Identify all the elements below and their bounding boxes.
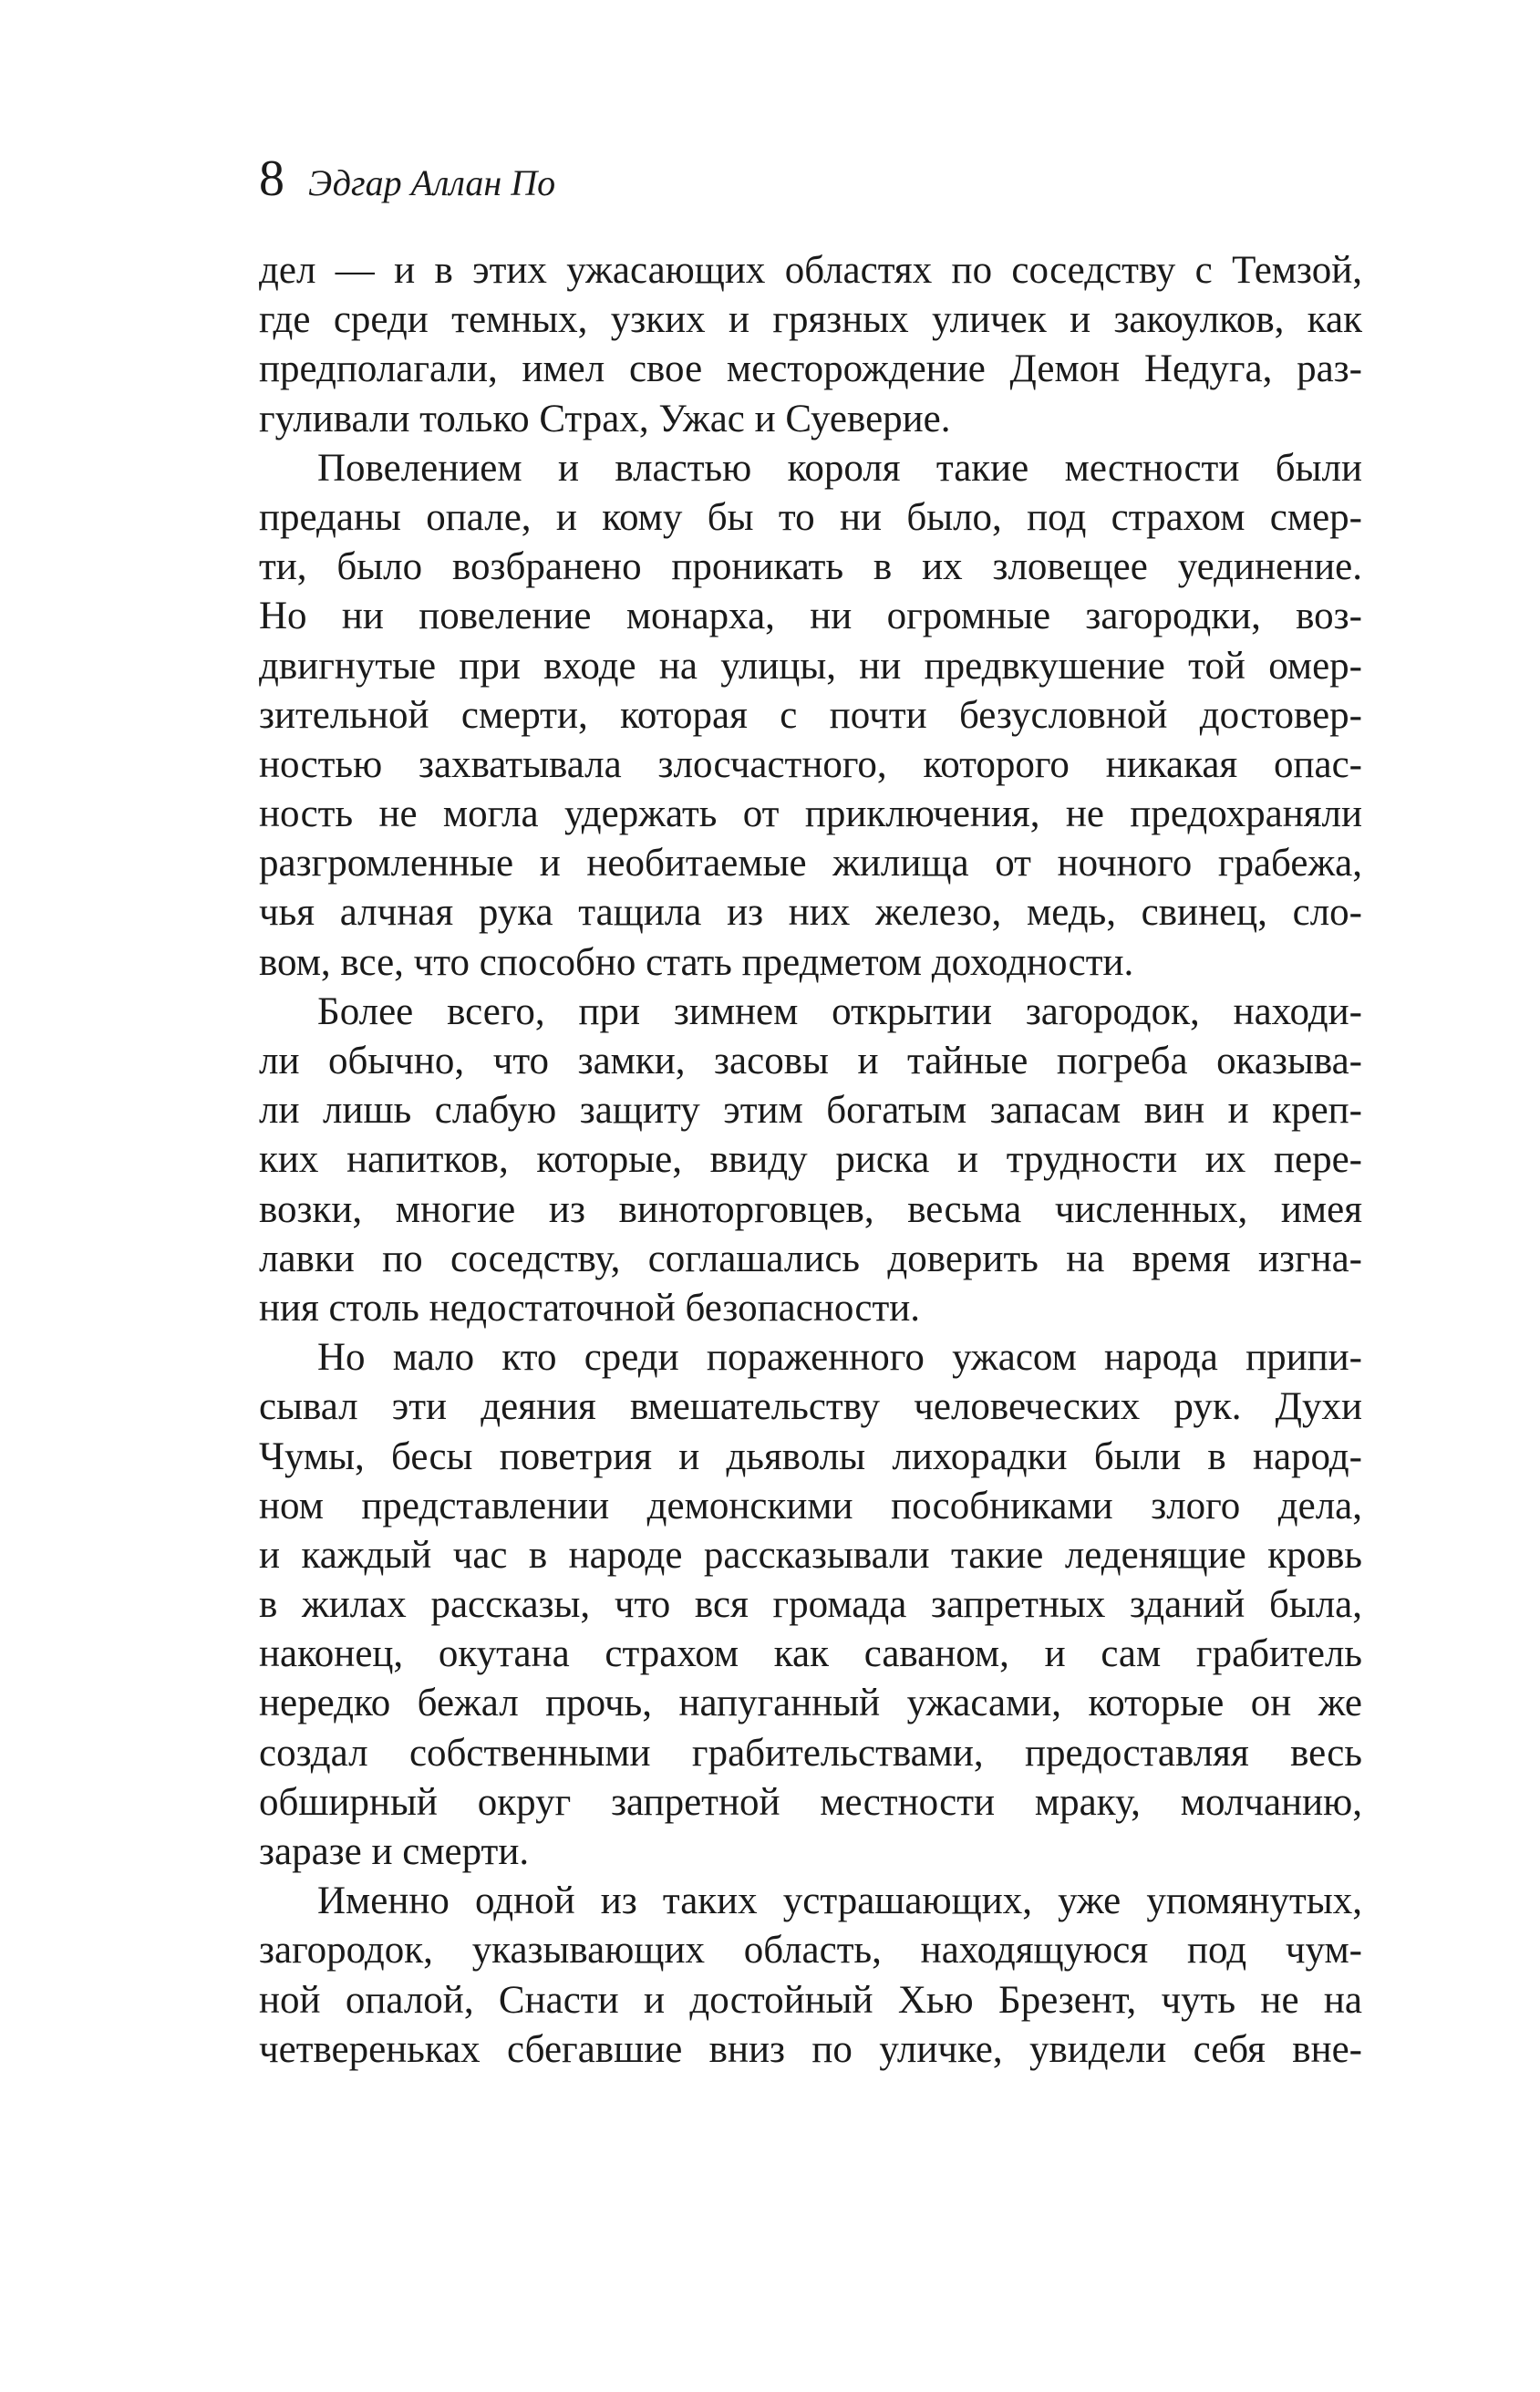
page-number: 8	[259, 150, 284, 207]
text-line: ли лишь слабую защиту этим богатым запасам вин и креп-	[259, 1089, 1362, 1133]
text-line: ких напитков, которые, ввиду риска и трудности их пере-	[259, 1138, 1362, 1182]
paragraph	[259, 1333, 1362, 1877]
text-line: Более всего, при зимнем открытии загородок, находи-	[317, 989, 1362, 1033]
text-line: ной опалой, Снасти и достойный Хью Брезент, чуть не на	[259, 1978, 1362, 2022]
text-line: вом, все, что способно стать предметом доходности.	[259, 940, 1134, 984]
text-line: наконец, окутана страхом как саваном, и сам грабитель	[259, 1632, 1362, 1676]
text-line: ти, было возбранено проникать в их зловещее уединение.	[259, 545, 1362, 589]
text-line: ния столь недостаточной безопасности.	[259, 1286, 921, 1330]
text-line: двигнутые при входе на улицы, ни предвкушение той омер-	[259, 644, 1362, 688]
running-title: Эдгар Аллан По	[308, 162, 556, 203]
text-line: гуливали только Страх, Ужас и Суеверие.	[259, 397, 951, 440]
text-line: четвереньках сбегавшие вниз по уличке, увидели себя вне-	[259, 2027, 1362, 2071]
text-line: Чумы, бесы поветрия и дьяволы лихорадки были в народ-	[259, 1434, 1362, 1478]
paragraph	[259, 1877, 1362, 2075]
running-head	[259, 150, 556, 217]
text-line: сывал эти деяния вмешательству человеческих рук. Духи	[259, 1385, 1362, 1429]
text-line: Именно одной из таких устрашающих, уже упомянутых,	[317, 1879, 1362, 1923]
text-line: создал собственными грабительствами, предоставляя весь	[259, 1731, 1362, 1775]
text-line: обширный округ запретной местности мраку, молчанию,	[259, 1780, 1362, 1824]
text-line: в жилах рассказы, что вся громада запретных зданий была,	[259, 1583, 1362, 1627]
text-line: разгромленные и необитаемые жилища от ночного грабежа,	[259, 842, 1362, 885]
text-line: чья алчная рука тащила из них железо, медь, свинец, сло-	[259, 891, 1362, 935]
text-line: преданы опале, и кому бы то ни было, под страхом смер-	[259, 495, 1362, 539]
text-line: нередко бежал прочь, напуганный ужасами, которые он же	[259, 1682, 1362, 1725]
text-line: заразе и смерти.	[259, 1830, 530, 1873]
text-line: предполагали, имел свое месторождение Демон Недуга, раз-	[259, 347, 1362, 391]
paragraph	[259, 988, 1362, 1333]
paragraph	[259, 444, 1362, 988]
text-line: где среди темных, узких и грязных уличек и закоулков, как	[259, 298, 1362, 342]
text-line: ность не могла удержать от приключения, не предохраняли	[259, 792, 1362, 836]
text-line: загородок, указывающих область, находящуюся под чум-	[259, 1929, 1362, 1973]
text-line: ностью захватывала злосчастного, которого никакая опас-	[259, 742, 1362, 786]
text-line: Но ни повеление монарха, ни огромные загородки, воз-	[259, 595, 1362, 638]
text-line: Повелением и властью короля такие местности были	[317, 446, 1362, 490]
paragraph	[259, 246, 1362, 444]
text-line: и каждый час в народе рассказывали такие леденящие кровь	[259, 1533, 1362, 1577]
text-line: дел — и в этих ужасающих областях по соседству с Темзой,	[259, 249, 1362, 292]
text-line: зительной смерти, которая с почти безусловной достовер-	[259, 693, 1362, 737]
text-line: ли обычно, что замки, засовы и тайные погреба оказыва-	[259, 1040, 1362, 1082]
text-line: ном представлении демонскими пособниками злого дела,	[259, 1484, 1362, 1527]
text-line: лавки по соседству, соглашались доверить на время изгна-	[259, 1237, 1362, 1280]
text-line: возки, многие из виноторговцев, весьма численных, имея	[259, 1187, 1362, 1231]
body-text	[259, 246, 1362, 2075]
text-line: Но мало кто среди пораженного ужасом народа припи-	[317, 1336, 1362, 1380]
